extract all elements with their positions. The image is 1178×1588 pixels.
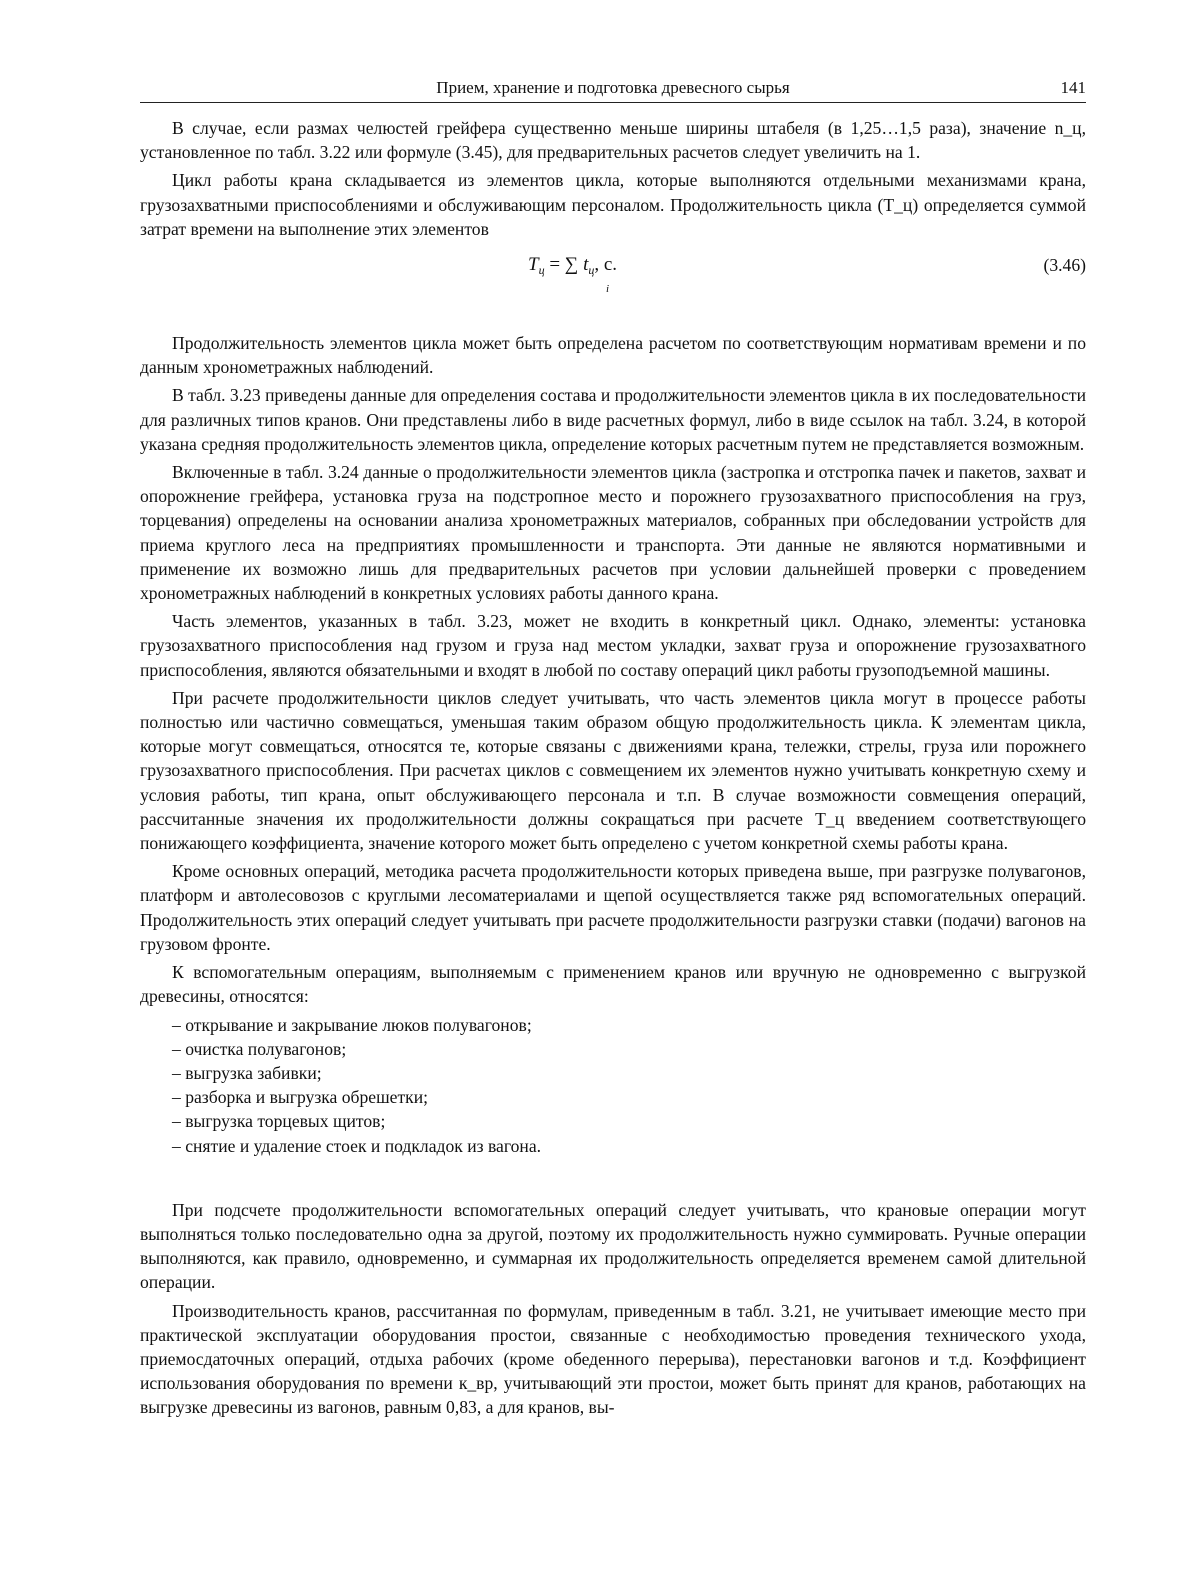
- paragraph: Включенные в табл. 3.24 данные о продолжительности элементов цикла (застропка и отстропка пачек и пакетов, захват и опорожнение грейфера, установка груза на подстропное место и порожнего грузозахватного приспособления на груз, торцевания) определены на основании анализа хронометражных материалов, собранных при обследовании устройств для приема круглого леса на предприятиях промышленности и транспорта. Эти данные не являются нормативными и применение их возможно лишь для предварительных расчетов при условии дальнейшей проверки с проведением хронометражных наблюдений в конкретных условиях работы данного крана.: [140, 462, 1086, 604]
- list-item: – выгрузка торцевых щитов;: [172, 1109, 1086, 1133]
- list-item: – разборка и выгрузка обрешетки;: [172, 1085, 1086, 1109]
- formula-term-sub: ц: [588, 263, 595, 278]
- page-body: [140, 116, 1086, 1424]
- list-item: – снятие и удаление стоек и подкладок из вагона.: [172, 1134, 1086, 1158]
- list-item: – выгрузка забивки;: [172, 1061, 1086, 1085]
- paragraph: В случае, если размах челюстей грейфера существенно меньше ширины штабеля (в 1,25…1,5 раза), значение n_ц, установленное по табл. 3.22 или формуле (3.45), для предварительных расчетов следует увеличить на 1.: [140, 118, 1086, 163]
- paragraph: При подсчете продолжительности вспомогательных операций следует учитывать, что крановые операции могут выполняться только последовательно одна за другой, поэтому их продолжительность нужно суммировать. Ручные операции выполняются, как правило, одновременно, и суммарная их продолжительность определяется временем самой длительной операции.: [140, 1199, 1086, 1293]
- list-item: – очистка полувагонов;: [172, 1037, 1086, 1061]
- formula-index: i: [606, 283, 610, 296]
- paragraph: Часть элементов, указанных в табл. 3.23, может не входить в конкретный цикл. Однако, элементы: установка грузозахватного приспособления над грузом и груза над местом укладки, захват груза и опорожнение грузозахватного приспособления, являются обязательными и входят в любой по составу операций цикл работы грузоподъемной машины.: [140, 611, 1086, 680]
- paragraph: Кроме основных операций, методика расчета продолжительности которых приведена выше, при разгрузке полувагонов, платформ и автолесовозов с круглыми лесоматериалами и щепой осуществляется также ряд вспомогательных операций. Продолжительность этих операций следует учитывать при расчете продолжительности разгрузки ставки (подачи) вагонов на грузовом фронте.: [140, 861, 1086, 954]
- running-header: [140, 76, 1086, 103]
- formula-equals-sum: = ∑: [549, 254, 579, 276]
- formula-number: (3.46): [1043, 255, 1086, 276]
- auxiliary-operations-list: [140, 1013, 1086, 1158]
- formula-lhs: T: [528, 254, 539, 276]
- header-title: Прием, хранение и подготовка древесного сырья: [436, 78, 790, 97]
- page-number: 141: [1060, 78, 1086, 97]
- paragraph: При расчете продолжительности циклов следует учитывать, что часть элементов цикла могут в процессе работы полностью или частично совмещаться, уменьшая таким образом общую продолжительность цикла. К элементам цикла, которые могут совмещаться, относятся те, которые связаны с движениями крана, тележки, стрелы, груза или порожнего грузозахватного приспособления. При расчетах циклов с совмещением их элементов нужно учитывать конкретную схему и условия работы, тип крана, опыт обслуживающего персонала и т.п. В случае возможности совмещения операций, рассчитанные значения их продолжительности должны сокращаться при расчете T_ц введением соответствующего понижающего коэффициента, значение которого может быть определено с учетом конкретной схемы работы крана.: [140, 687, 1086, 854]
- formula-term: t: [583, 254, 589, 276]
- paragraph: Производительность кранов, рассчитанная по формулам, приведенным в табл. 3.21, не учитывает имеющие место при практической эксплуатации оборудования простои, связанные с необходимостью проведения технического ухода, приемосдаточных операций, отдыха рабочих (кроме обеденного перерыва), перестановки вагонов и т.д. Коэффициент использования оборудования по времени к_вр, учитывающий эти простои, может быть принят для кранов, работающих на выгрузке древесины из вагонов, равным 0,83, а для кранов, вы-: [140, 1300, 1086, 1418]
- formula-3-46: [140, 247, 1086, 313]
- list-item: – открывание и закрывание люков полувагонов;: [172, 1013, 1086, 1037]
- paragraph: В табл. 3.23 приведены данные для определения состава и продолжительности элементов цикла в их последовательности для различных типов кранов. Они представлены либо в виде расчетных формул, либо в виде ссылок на табл. 3.24, в которой указана средняя продолжительность элементов цикла, определение которых расчетным путем не представляется возможным.: [140, 385, 1086, 454]
- formula-lhs-sub: ц: [538, 263, 545, 278]
- paragraph: К вспомогательным операциям, выполняемым с применением кранов или вручную не одновременно с выгрузкой древесины, относятся:: [140, 962, 1086, 1007]
- formula-expression: [528, 253, 617, 282]
- paragraph: Продолжительность элементов цикла может быть определена расчетом по соответствующим нормативам времени и по данным хронометражных наблюдений.: [140, 333, 1086, 378]
- formula-unit: , с.: [594, 254, 618, 276]
- paragraph: Цикл работы крана складывается из элементов цикла, которые выполняются отдельными механизмами крана, грузозахватными приспособлениями и обслуживающим персоналом. Продолжительность цикла (T_ц) определяется суммой затрат времени на выполнение этих элементов: [140, 170, 1086, 239]
